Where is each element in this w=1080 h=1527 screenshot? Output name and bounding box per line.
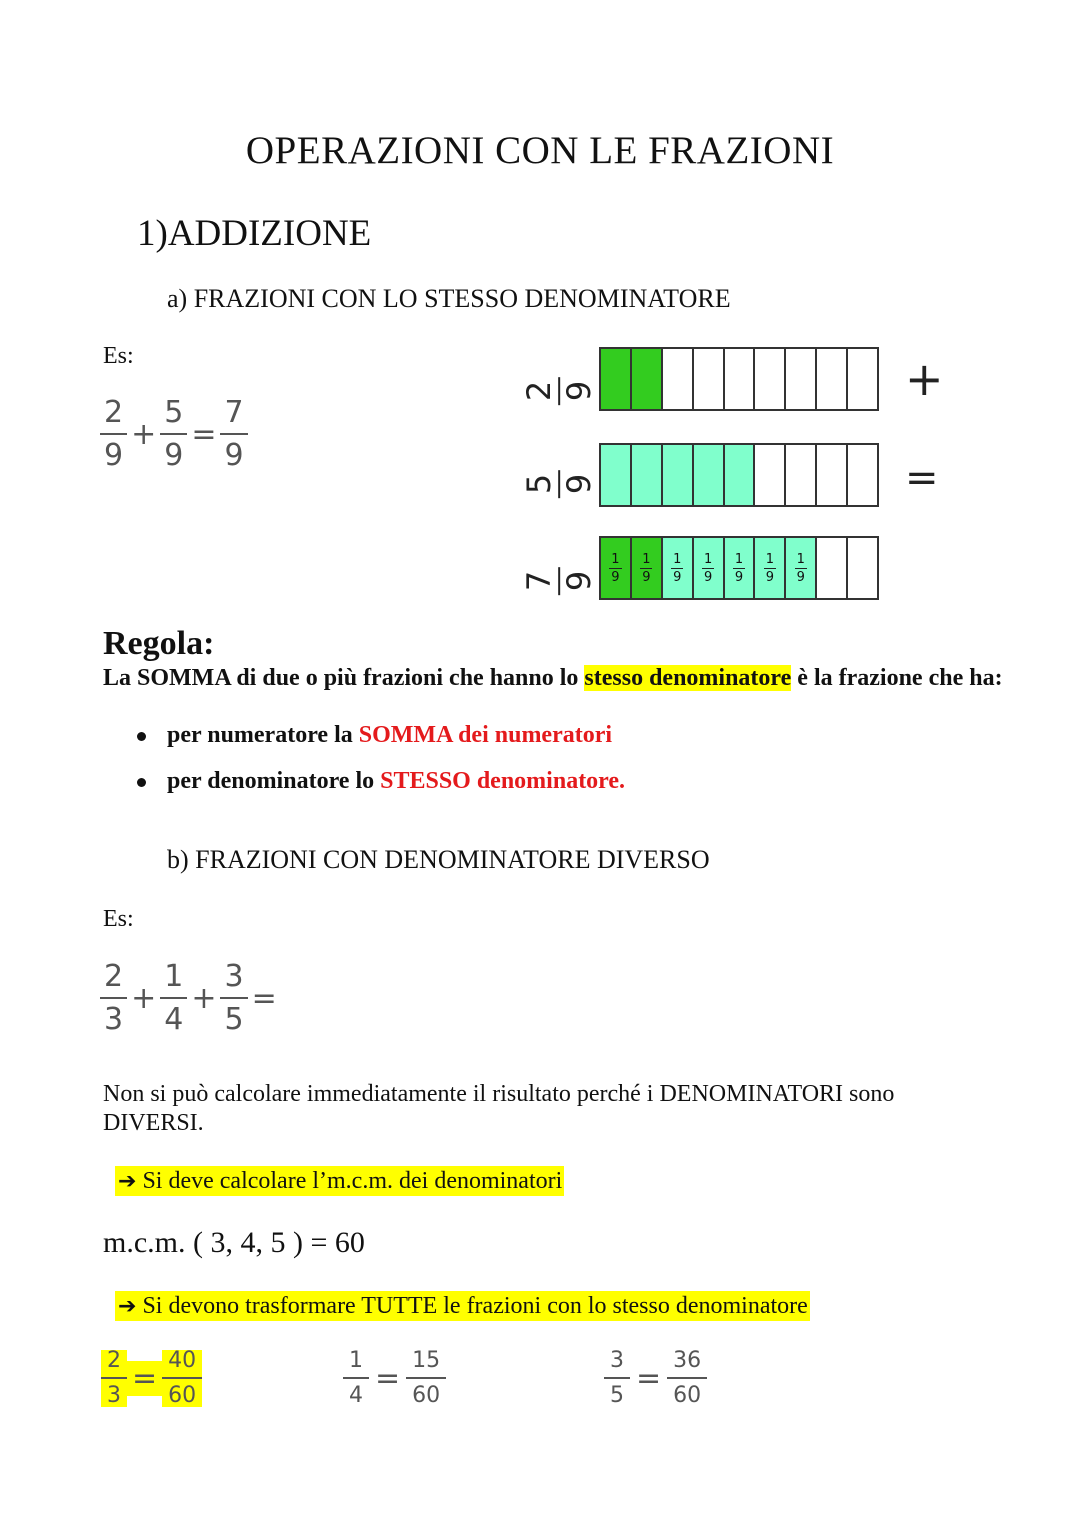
bar-cell — [632, 445, 663, 505]
conversion-2 — [343, 1350, 446, 1407]
bar-cell — [694, 349, 725, 409]
step-lcm: ➔ Si deve calcolare l’m.c.m. dei denominatori — [115, 1168, 564, 1195]
list-item: per denominatore lo STESSO denominatore. — [130, 768, 625, 814]
bar-cell — [601, 349, 632, 409]
fraction: $\frac{3}{5}$ — [220, 962, 247, 1035]
arrow-right-icon: ➔ — [118, 1294, 137, 1319]
bar-cell — [725, 445, 756, 505]
bar-cell — [817, 538, 848, 598]
plus-sign: + — [191, 981, 217, 1016]
bar-cell: 1 9 — [694, 538, 725, 598]
arrow-right-icon: ➔ — [118, 1169, 137, 1194]
subheading-a: a) FRAZIONI CON LO STESSO DENOMINATORE — [167, 284, 731, 313]
bar-cell: 1 9 — [786, 538, 817, 598]
bar-cell: 1 9 — [663, 538, 694, 598]
bar-fraction-label: 2 9 — [523, 377, 595, 405]
subheading-b: b) FRAZIONI CON DENOMINATORE DIVERSO — [167, 845, 710, 874]
bar-cell — [632, 349, 663, 409]
fraction: $\frac{36}{60}$ — [667, 1350, 707, 1407]
bar-cell — [848, 445, 877, 505]
fraction: $\frac{1}{4}$ — [160, 962, 187, 1035]
bar-cell — [694, 445, 725, 505]
bar-cell — [601, 445, 632, 505]
rule-text: La SOMMA di due o più frazioni che hanno lo stesso denominatore è la frazione che ha: — [103, 665, 1003, 691]
rule-title: Regola: — [103, 625, 215, 662]
fraction: $\frac{3}{5}$ — [604, 1350, 630, 1407]
equals-sign: = — [127, 1361, 162, 1396]
bar-cell: 1 9 — [725, 538, 756, 598]
fraction: $\frac{2}{3}$ — [101, 1350, 127, 1407]
plus-sign: + — [131, 417, 157, 452]
page-title: OPERAZIONI CON LE FRAZIONI — [245, 129, 835, 172]
equals-sign: = — [905, 455, 939, 501]
bar-cell — [817, 349, 848, 409]
explanation-paragraph: Non si può calcolare immediatamente il risultato perché i DENOMINATORI sono DIVERSI. — [103, 1081, 895, 1136]
fraction: $\frac{15}{60}$ — [406, 1350, 446, 1407]
bar-cell: 1 9 — [632, 538, 663, 598]
fraction: $\frac{5}{9}$ — [160, 398, 187, 471]
bar-cell — [786, 445, 817, 505]
fraction: $\frac{2}{9}$ — [100, 398, 127, 471]
example-equation-a — [100, 395, 248, 473]
equals-sign: = — [636, 1361, 662, 1396]
example-equation-b — [100, 959, 281, 1037]
bar-cell — [817, 445, 848, 505]
bar-fraction-label: 7 9 — [523, 567, 595, 595]
bar-fraction-label: 5 9 — [523, 470, 595, 498]
example-label-b: Es: — [103, 906, 134, 932]
conversion-1 — [101, 1350, 202, 1407]
list-item: per numeratore la SOMMA dei numeratori — [130, 722, 625, 768]
fraction-bar-7-9 — [599, 536, 879, 600]
fraction-bar-2-9 — [599, 347, 879, 411]
bar-cell — [755, 445, 786, 505]
highlight: stesso denominatore — [584, 665, 792, 691]
rule-bullet-list — [130, 722, 625, 814]
bar-cell — [755, 349, 786, 409]
fraction: $\frac{40}{60}$ — [162, 1350, 202, 1407]
bar-cell: 1 9 — [601, 538, 632, 598]
fraction: $\frac{7}{9}$ — [220, 398, 247, 471]
conversion-3 — [604, 1350, 707, 1407]
equals-sign: = — [251, 981, 277, 1016]
plus-sign: + — [905, 352, 944, 406]
bar-cell — [663, 349, 694, 409]
bar-cell — [786, 349, 817, 409]
section-heading-addizione: 1)ADDIZIONE — [137, 213, 372, 254]
bar-cell — [663, 445, 694, 505]
plus-sign: + — [131, 981, 157, 1016]
example-label-a: Es: — [103, 343, 134, 369]
step-convert: ➔ Si devono trasformare TUTTE le frazioni con lo stesso denominatore — [115, 1293, 810, 1320]
bar-cell — [848, 349, 877, 409]
fraction: $\frac{2}{3}$ — [100, 962, 127, 1035]
bar-cell — [725, 349, 756, 409]
fraction-bar-5-9 — [599, 443, 879, 507]
lcm-result: m.c.m. ( 3, 4, 5 ) = 60 — [103, 1226, 365, 1259]
equals-sign: = — [191, 417, 217, 452]
bar-cell: 1 9 — [755, 538, 786, 598]
bar-cell — [848, 538, 877, 598]
equals-sign: = — [375, 1361, 401, 1396]
fraction: $\frac{1}{4}$ — [343, 1350, 369, 1407]
